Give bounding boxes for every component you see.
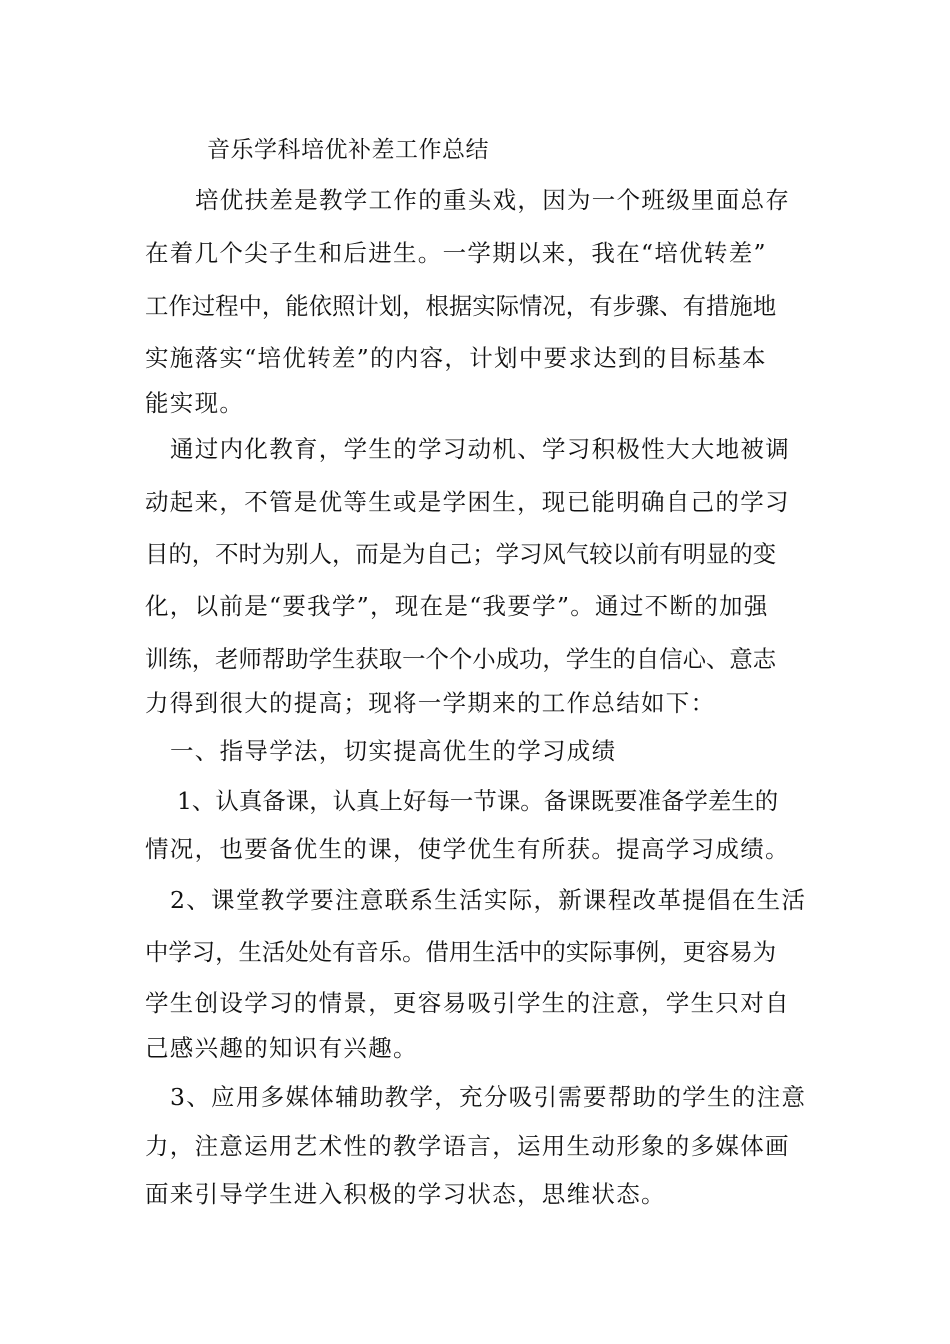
text-line: 目的，不时为别人，而是为自己；学习风气较以前有明显的变 — [145, 540, 777, 568]
text-line: 中学习，生活处处有音乐。借用生活中的实际事例，更容易为 — [145, 938, 777, 966]
text-line: 1、认真备课，认真上好每一节课。备课既要准备学差生的 — [177, 787, 779, 815]
text-line: 能实现。 — [145, 389, 245, 417]
text-line: 面来引导学生进入积极的学习状态，思维状态。 — [145, 1180, 666, 1208]
text-line: 学生创设学习的情景，更容易吸引学生的注意，学生只对自 — [145, 989, 790, 1017]
text-line: 培优扶差是教学工作的重头戏，因为一个班级里面总存 — [195, 186, 791, 214]
text-line: 力得到很大的提高；现将一学期来的工作总结如下： — [145, 689, 716, 717]
text-line: 通过内化教育，学生的学习动机、学习积极性大大地被调 — [170, 435, 790, 463]
text-line: 实施落实“培优转差”的内容，计划中要求达到的目标基本 — [145, 344, 767, 372]
text-line: 训练，老师帮助学生获取一个个小成功，学生的自信心、意志 — [145, 645, 777, 673]
text-line: 己感兴趣的知识有兴趣。 — [145, 1034, 418, 1062]
text-line: 2、课堂教学要注意联系生活实际，新课程改革提倡在生活 — [170, 886, 807, 914]
text-line: 化，以前是“要我学”，现在是“我要学”。通过不断的加强 — [145, 592, 769, 620]
text-line: 力，注意运用艺术性的教学语言，运用生动形象的多媒体画 — [145, 1132, 790, 1160]
text-line: 情况，也要备优生的课，使学优生有所获。提高学习成绩。 — [145, 835, 790, 863]
section-heading: 一、指导学法，切实提高优生的学习成绩 — [170, 737, 617, 765]
text-line: 工作过程中，能依照计划，根据实际情况，有步骤、有措施地 — [145, 292, 777, 320]
document-title: 音乐学科培优补差工作总结 — [207, 137, 489, 163]
text-line: 在着几个尖子生和后进生。一学期以来，我在“培优转差” — [145, 239, 767, 267]
text-line: 动起来，不管是优等生或是学困生，现已能明确自己的学习 — [145, 488, 790, 516]
text-line: 3、应用多媒体辅助教学，充分吸引需要帮助的学生的注意 — [170, 1083, 807, 1111]
